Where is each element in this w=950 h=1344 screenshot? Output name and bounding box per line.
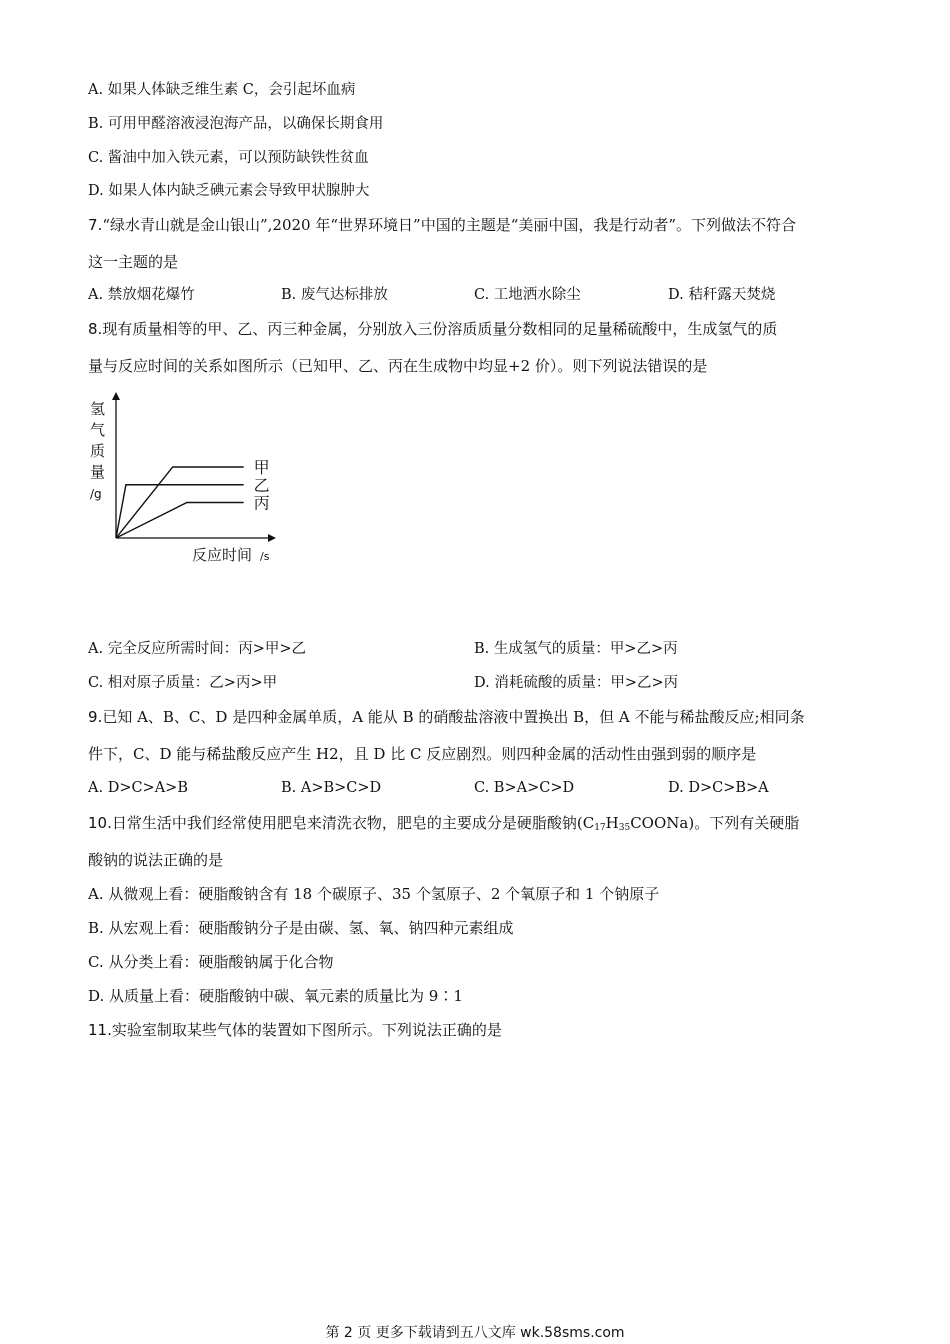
q8-option-a: A. 完全反应所需时间：丙>甲>乙: [88, 641, 306, 657]
q7-stem-line2: 这一主题的是: [88, 253, 179, 271]
q10-stem-line2: 酸钠的说法正确的是: [88, 851, 224, 869]
x-axis-label: 反应时间: [192, 546, 253, 564]
series-label-3: 丙: [253, 493, 270, 513]
y-axis-label-char: /g: [90, 487, 102, 501]
q10-option-d: D. 从质量上看：硬脂酸钠中碳、氧元素的质量比为 9∶1: [88, 987, 463, 1005]
q6-option-c: C. 酱油中加入铁元素，可以预防缺铁性贫血: [88, 150, 369, 166]
q8-number: 8.: [88, 320, 103, 338]
x-axis-unit: /s: [260, 550, 270, 563]
q7-option-a: A. 禁放烟花爆竹: [88, 287, 195, 303]
q9-number: 9.: [88, 708, 103, 726]
q7-option-d: D. 秸秆露天焚烧: [668, 287, 776, 303]
q9-option-d: D. D>C>B>A: [668, 780, 769, 796]
y-axis-label-char: 量: [90, 463, 106, 481]
q9-stem-line1: [88, 707, 805, 727]
q6-option-b: B. 可用甲醛溶液浸泡海产品，以确保长期食用: [88, 116, 384, 132]
q6-option-d: D. 如果人体内缺乏碘元素会导致甲状腺肿大: [88, 183, 370, 199]
q7-number: 7.: [88, 216, 103, 234]
formula-subscript-c: 17: [594, 823, 606, 833]
q9-stem-line2: 件下，C、D 能与稀盐酸反应产生 H2，且 D 比 C 反应剧烈。则四种金属的活动性由强到弱的顺序是: [88, 745, 757, 763]
q7-option-c: C. 工地洒水除尘: [474, 287, 581, 303]
q7-text: “绿水青山就是金山银山”,2020 年“世界环境日”中国的主题是“美丽中国，我是行动者”。下列做法不符合: [102, 216, 797, 234]
hydrogen-mass-chart: [84, 390, 284, 575]
series-line-2: [116, 485, 244, 538]
q9-option-b: B. A>B>C>D: [281, 780, 382, 796]
q8-option-c: C. 相对原子质量：乙>丙>甲: [88, 675, 278, 691]
q8-option-d: D. 消耗硫酸的质量：甲>乙>丙: [474, 675, 679, 691]
q10-text-post: COONa)。下列有关硬脂: [630, 814, 800, 832]
q8-option-b: B. 生成氢气的质量：甲>乙>丙: [474, 641, 678, 657]
y-axis-label-char: 气: [90, 421, 106, 439]
series-line-3: [116, 503, 244, 539]
y-axis-label-char: 氢: [90, 400, 106, 418]
series-label-2: 乙: [253, 475, 270, 495]
q7-stem-line1: [88, 215, 796, 235]
y-axis-label-char: 质: [90, 442, 106, 460]
formula-h: H: [605, 814, 619, 832]
q9-text: 已知 A、B、C、D 是四种金属单质，A 能从 B 的硝酸盐溶液中置换出 B，但 A 不能与稀盐酸反应;相同条: [102, 708, 805, 726]
q11-number: 11.: [88, 1021, 112, 1039]
formula-subscript-h: 35: [618, 823, 631, 833]
q9-option-a: A. D>C>A>B: [88, 780, 188, 796]
q6-option-a: A. 如果人体缺乏维生素 C，会引起坏血病: [88, 82, 356, 98]
q8-stem-line2: 量与反应时间的关系如图所示（已知甲、乙、丙在生成物中均显+2 价）。则下列说法错误的是: [88, 357, 708, 375]
q10-option-b: B. 从宏观上看：硬脂酸钠分子是由碳、氢、氧、钠四种元素组成: [88, 919, 514, 937]
q8-text: 现有质量相等的甲、乙、丙三种金属，分别放入三份溶质质量分数相同的足量稀硫酸中，生成氢气的质: [102, 320, 778, 338]
q11-text: 实验室制取某些气体的装置如下图所示。下列说法正确的是: [111, 1021, 502, 1039]
series-label-1: 甲: [253, 458, 270, 477]
q10-stem-line1: [88, 813, 799, 833]
q8-stem-line1: [88, 319, 777, 339]
q10-text-pre: 日常生活中我们经常使用肥皂来清洗衣物，肥皂的主要成分是硬脂酸钠(C: [111, 814, 595, 832]
q7-option-b: B. 废气达标排放: [281, 287, 388, 303]
page-footer: 第 2 页 更多下载请到五八文库 wk.58sms.com: [325, 1325, 625, 1341]
q10-option-c: C. 从分类上看：硬脂酸钠属于化合物: [88, 953, 334, 971]
q10-number: 10.: [88, 814, 112, 832]
q9-option-c: C. B>A>C>D: [474, 780, 575, 796]
q10-option-a: A. 从微观上看：硬脂酸钠含有 18 个碳原子、35 个氢原子、2 个氧原子和 1 个钠原子: [88, 885, 660, 903]
q11-stem-line1: [88, 1020, 502, 1040]
